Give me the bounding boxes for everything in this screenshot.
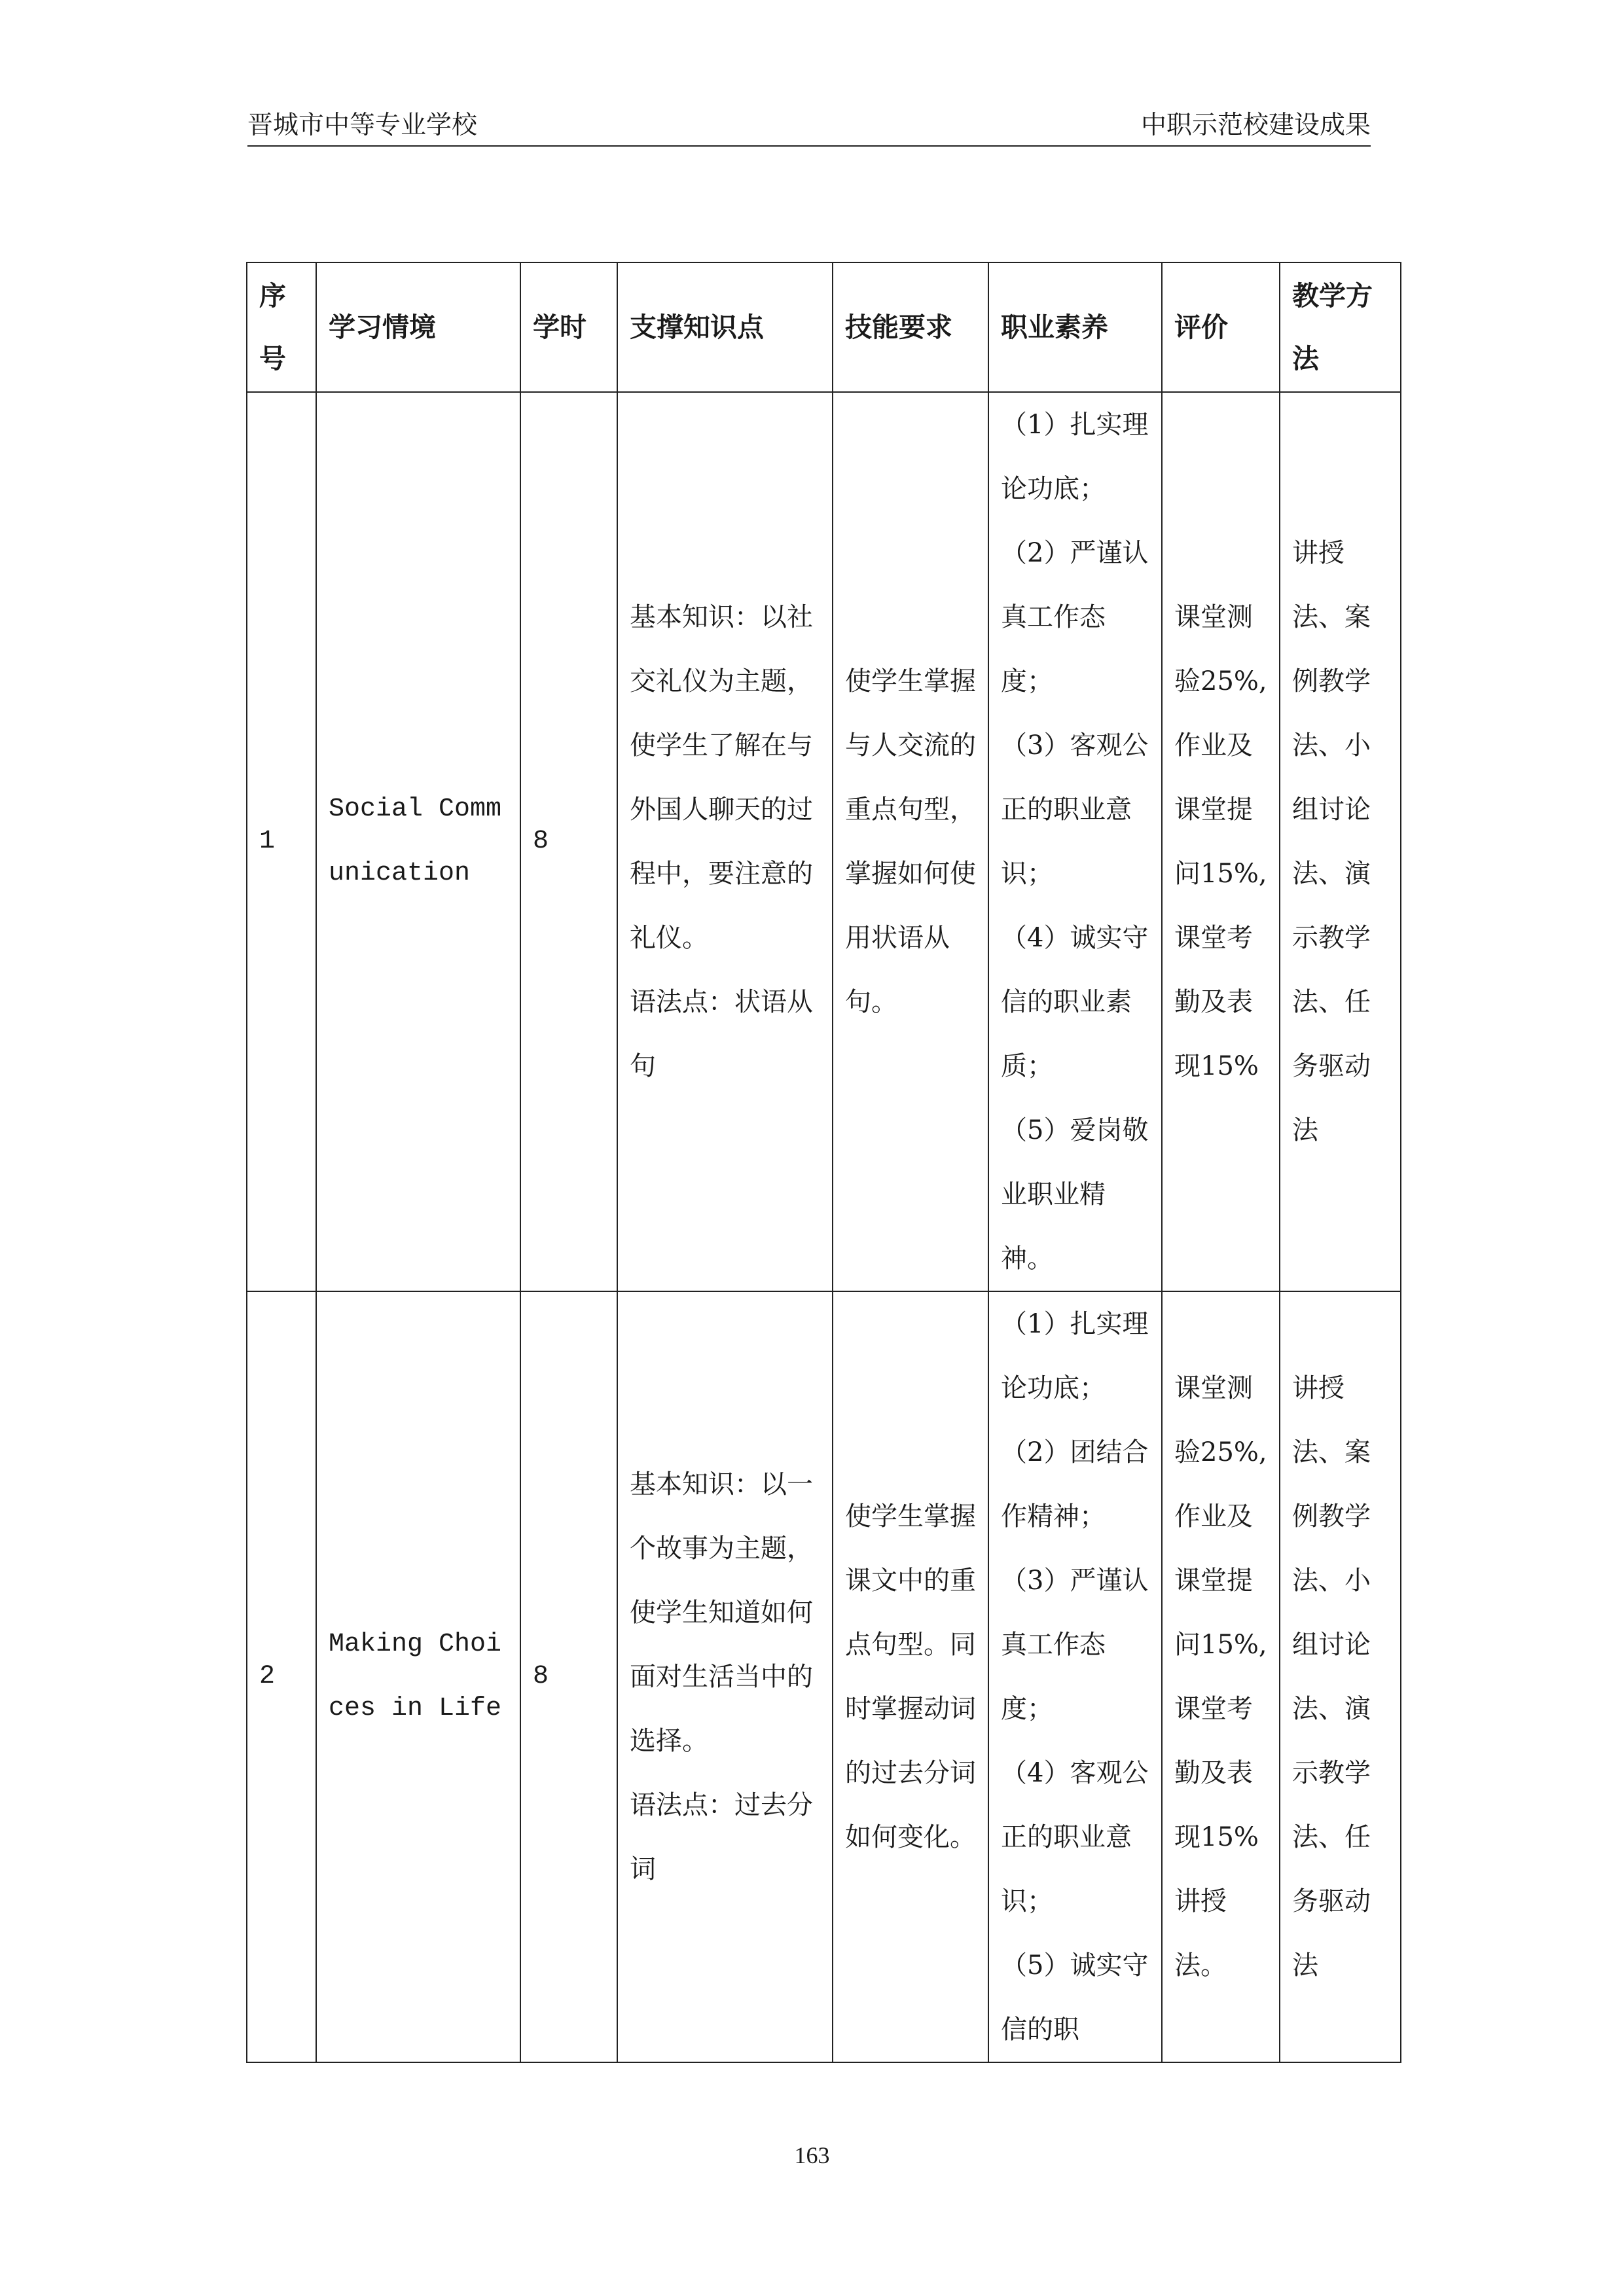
knowledge-grammar: 语法点：状语从句	[630, 987, 813, 1081]
knowledge-basics: 基本知识：以一个故事为主题，使学生知道如何面对生活当中的选择。	[630, 1469, 813, 1756]
cell-hours: 8	[520, 392, 617, 1291]
curriculum-table	[246, 262, 1401, 2063]
quality-item: （4）诚实守信的职业素质；	[1001, 923, 1149, 1081]
quality-item: （1）扎实理论功底；	[1001, 410, 1149, 504]
header-situation: 学习情境	[316, 262, 520, 392]
knowledge-basics: 基本知识：以社交礼仪为主题，使学生了解在与外国人聊天的过程中，要注意的礼仪。	[630, 602, 813, 953]
knowledge-grammar: 语法点：过去分词	[630, 1790, 813, 1884]
cell-evaluation: 课堂测验25%,作业及课堂提问15%,课堂考勤及表现15% 讲授法。	[1162, 1291, 1280, 2062]
quality-item: （3）客观公正的职业意识；	[1001, 730, 1149, 889]
cell-methods: 讲授法、案例教学法、小组讨论法、演示教学法、任务驱动法	[1280, 392, 1401, 1291]
cell-situation: Making Choices in Life	[316, 1291, 520, 2062]
table-row	[247, 392, 1401, 1291]
cell-knowledge	[617, 392, 833, 1291]
header-knowledge: 支撑知识点	[617, 262, 833, 392]
table-header-row	[247, 262, 1401, 392]
header-seq: 序号	[247, 262, 316, 392]
quality-item: （2）严谨认真工作态度；	[1001, 538, 1149, 696]
cell-qualities	[988, 1291, 1162, 2062]
running-header	[247, 111, 1371, 147]
cell-skills: 使学生掌握课文中的重点句型。同时掌握动词的过去分词如何变化。	[833, 1291, 988, 2062]
cell-hours: 8	[520, 1291, 617, 2062]
cell-situation: Social Communication	[316, 392, 520, 1291]
cell-knowledge	[617, 1291, 833, 2062]
cell-qualities	[988, 392, 1162, 1291]
cell-seq: 1	[247, 392, 316, 1291]
quality-item: （3）严谨认真工作态度；	[1001, 1566, 1149, 1724]
project-title: 中职示范校建设成果	[1140, 111, 1371, 140]
quality-item: （1）扎实理论功底；	[1001, 1309, 1149, 1403]
header-methods: 教学方法	[1280, 262, 1401, 392]
header-evaluation: 评价	[1162, 262, 1280, 392]
school-name: 晋城市中等专业学校	[247, 111, 478, 140]
cell-methods: 讲授法、案例教学法、小组讨论法、演示教学法、任务驱动法	[1280, 1291, 1401, 2062]
cell-seq: 2	[247, 1291, 316, 2062]
header-skills: 技能要求	[833, 262, 988, 392]
quality-item: （5）爱岗敬业职业精神。	[1001, 1115, 1149, 1274]
page-number: 163	[794, 2142, 830, 2168]
quality-item: （2）团结合作精神；	[1001, 1437, 1149, 1532]
header-qualities: 职业素养	[988, 262, 1162, 392]
table-row	[247, 1291, 1401, 2062]
quality-item: （5）诚实守信的职	[1001, 1950, 1149, 2045]
cell-skills: 使学生掌握与人交流的重点句型，掌握如何使用状语从句。	[833, 392, 988, 1291]
quality-item: （4）客观公正的职业意识；	[1001, 1758, 1149, 1916]
cell-evaluation: 课堂测验25%,作业及课堂提问15%,课堂考勤及表现15%	[1162, 392, 1280, 1291]
header-hours: 学时	[520, 262, 617, 392]
